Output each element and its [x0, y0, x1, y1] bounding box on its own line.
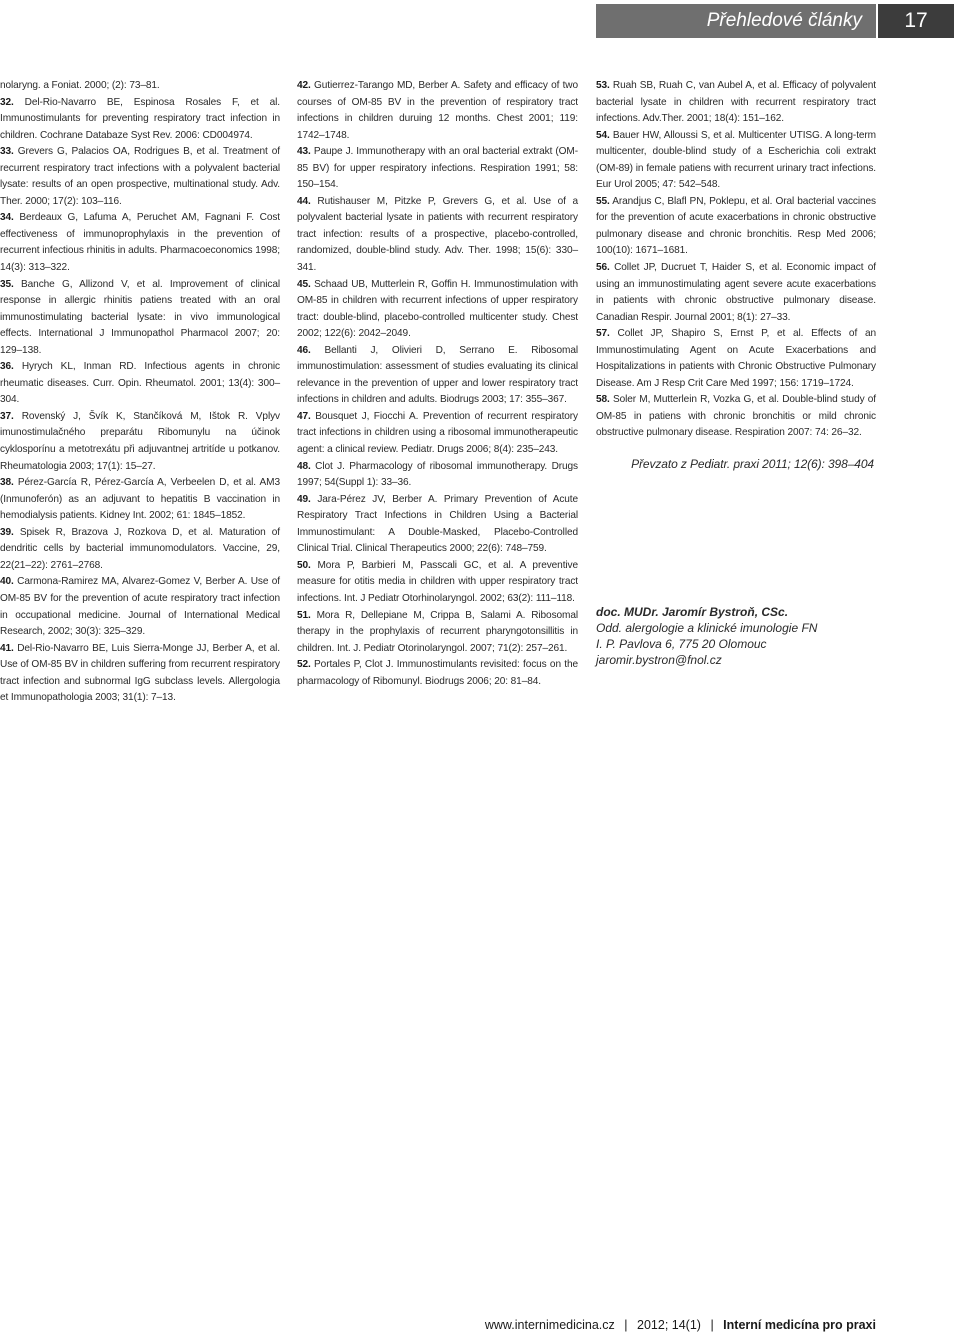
reference-item: [297, 194, 578, 277]
reference-item: [297, 492, 578, 558]
reference-item: [297, 608, 578, 658]
reference-item: [297, 409, 578, 459]
section-title: Přehledové články: [706, 10, 862, 31]
reference-number: 38.: [0, 477, 14, 489]
reference-item: [0, 574, 280, 640]
reference-number: 33.: [0, 146, 14, 158]
reference-text: Mora P, Barbieri M, Passcali GC, et al. A preventive measure for otitis media in children with upper respiratory tract infections. Int. J Pediatr Otorhinolaryngol. 2002; 63(2): 111–118.: [297, 559, 578, 604]
reference-number: 45.: [297, 278, 311, 290]
reference-item: [297, 343, 578, 409]
reference-number: 43.: [297, 146, 311, 158]
footer-journal: Interní medicína pro praxi: [723, 1318, 876, 1332]
reference-item: [0, 95, 280, 145]
reference-text: Rutishauser M, Pitzke P, Grevers G, et al. Use of a polyvalent bacterial lysate in patients with recurrent respiratory tract infection: results of a prospective, placebo-controlled, randomized, double-blind study. Adv. Ther. 1998; 15(6): 330–341.: [297, 195, 578, 274]
reference-text: Pérez-García R, Pérez-García A, Verbeelen D, et al. AM3 (Inmunoferón) as an adjuvant to hepatitis B vaccination in hemodialysis patients. Kidney Int. 2002; 61: 1845–1852.: [0, 477, 280, 522]
reference-text: Grevers G, Palacios OA, Rodrigues B, et al. Treatment of recurrent respiratory tract infections with a polyvalent bacterial lysate: results of an open prospective, multinational study. Adv. Ther. 2000; 17(2): 103–116.: [0, 146, 280, 207]
source-note: Převzato z Pediatr. praxi 2011; 12(6): 398–404: [631, 457, 874, 472]
reference-text: Portales P, Clot J. Immunostimulants revisited: focus on the pharmacology of Ribomunyl. Biodrugs 2006; 20: 81–84.: [297, 659, 578, 687]
reference-item: [596, 392, 876, 442]
reference-item: [596, 326, 876, 392]
reference-number: 53.: [596, 80, 610, 91]
reference-number: 42.: [297, 80, 311, 91]
reference-number: 52.: [297, 659, 311, 671]
reference-number: 47.: [297, 410, 311, 422]
reference-number: 39.: [0, 526, 14, 538]
reference-item: [596, 260, 876, 326]
reference-number: 54.: [596, 129, 610, 141]
reference-item: [0, 210, 280, 276]
reference-number: 34.: [0, 212, 14, 224]
reference-text: Mora R, Dellepiane M, Crippa B, Salami A. Ribosomal therapy in the prophylaxis of recurrent pharyngotonsillitis in children. Int. J. Pediatr Otorinolaryngol. 2007; 71(2): 257–261.: [297, 609, 578, 654]
reference-text: Arandjus C, Blafl PN, Poklepu, et al. Oral bacterial vaccines for the prevention of acute exacerbations in chronic obstructive pulmonary disease and chronic bronchitis. Resp Med 2006; 100(10): 1671–1681.: [596, 195, 876, 257]
author-department: Odd. alergologie a klinické imunologie FN: [596, 621, 818, 635]
reference-item: [297, 78, 578, 144]
reference-item: [0, 641, 280, 707]
reference-item: [596, 78, 876, 128]
reference-item: [0, 525, 280, 575]
author-email[interactable]: jaromir.bystron@fnol.cz: [596, 653, 722, 667]
reference-number: 58.: [596, 394, 610, 406]
reference-text: Hyrych KL, Inman RD. Infectious agents in chronic rheumatic diseases. Curr. Opin. Rheumatol. 2001; 13(4): 300–304.: [0, 361, 280, 406]
reference-text: Collet JP, Shapiro S, Ernst P, et al. Effects of an Immunostimulating Agent on Acute Exacerbations and Hospitalizations in patients with Chronic Obstructive Pulmonary Disease. Am J Resp Crit Care Med 1997; 156: 1719–1724.: [596, 328, 876, 389]
author-name: doc. MUDr. Jaromír Bystroň, CSc.: [596, 605, 789, 619]
footer-separator: |: [710, 1318, 714, 1332]
reference-text: Clot J. Pharmacology of ribosomal immunotherapy. Drugs 1997; 54(Suppl 1): 33–36.: [297, 460, 578, 489]
reference-item: [0, 277, 280, 360]
reference-text: Bellanti J, Olivieri D, Serrano E. Ribosomal immunostimulation: assessment of studies evaluating its clinical relevance in the prevention of upper and lower respiratory tract infections in children and adults. Biodrugs 2003; 17: 355–367.: [297, 344, 578, 406]
reference-item: [0, 359, 280, 409]
reference-number: 55.: [596, 195, 610, 207]
reference-item: [297, 144, 578, 194]
reference-text: Bousquet J, Fiocchi A. Prevention of recurrent respiratory tract infections in children using a ribosomal immunotherapeutic agent: a clinical review. Pediatr. Drugs 2006; 8(4): 235–243.: [297, 410, 578, 456]
reference-text: Del-Rio-Navarro BE, Luis Sierra-Monge JJ, Berber A, et al. Use of OM-85 BV in children suffering from recurrent respiratory tract infection and subnormal IgG subclass levels. Allergologia et Immunopathologia 2003; 31(1): 7–13.: [0, 642, 280, 704]
reference-column-1: [0, 78, 280, 707]
reference-column-2: [297, 78, 578, 690]
reference-text: Carmona-Ramirez MA, Alvarez-Gomez V, Berber A. Use of OM-85 BV for the prevention of acute respiratory tract infection in occupational medicine. Journal of International Medical Research, 2002; 30(3): 325–329.: [0, 576, 280, 638]
section-header-bar: [596, 4, 876, 38]
reference-text: Bauer HW, Alloussi S, et al. Multicenter UTISG. A long-term multicenter, double-blind study of a Escherichia coli extrakt (OM-89) in female patiens with recurrent urinary tract infections. Eur Urol 2005; 47: 542–548.: [596, 129, 876, 191]
reference-item: [297, 459, 578, 492]
reference-item: [0, 78, 280, 95]
footer-issue: 2012; 14(1): [637, 1318, 701, 1332]
reference-text: Ruah SB, Ruah C, van Aubel A, et al. Efficacy of polyvalent bacterial lysate in children with recurrent respiratory tract infections. Adv.Ther. 2001; 18(4): 151–162.: [596, 80, 876, 125]
reference-number: 41.: [0, 642, 14, 654]
reference-text: Berdeaux G, Lafuma A, Peruchet AM, Fagnani F. Cost effectiveness of immunoprophylaxis in the prevention of recurrent infectious rhinitis in adults. Pharmacoeconomics 1998; 14(3): 313–322.: [0, 212, 280, 274]
reference-number: 49.: [297, 493, 311, 505]
reference-text: Rovenský J, Švík K, Stančíková M, Ištok R. Vplyv imunostimulačného preparátu Ribomunylu na účinok cyklosporínu a metotrexátu při adjuvantnej artritíde u potkanov. Rheumatologia 2003; 17(1): 15–27.: [0, 410, 280, 472]
reference-number: 44.: [297, 195, 311, 207]
reference-number: 57.: [596, 328, 610, 340]
reference-text: Paupe J. Immunotherapy with an oral bacterial extrakt (OM-85 BV) for upper respiratory infections. Respiration 1991; 58: 150–154.: [297, 146, 578, 191]
reference-text: Banche G, Allizond V, et al. Improvement of clinical response in allergic rhinitis patiens treated with an oral immunostimulating bacterial lysate: in vivo immunological effects. International J Immunopathol Pharmacol 2007; 20: 129–138.: [0, 278, 280, 356]
reference-item: [0, 409, 280, 475]
footer-website[interactable]: www.internimedicina.cz: [484, 1318, 615, 1332]
reference-item: [297, 657, 578, 690]
reference-number: 51.: [297, 609, 311, 621]
footer-separator: |: [624, 1318, 628, 1332]
author-contact: [596, 604, 876, 668]
reference-number: 37.: [0, 410, 14, 422]
reference-number: 32.: [0, 96, 14, 108]
reference-text: nolaryng. a Foniat. 2000; (2): 73–81.: [0, 80, 160, 91]
reference-text: Gutierrez-Tarango MD, Berber A. Safety and efficacy of two courses of OM-85 BV in the prevention of respiratory tract infections in children duruing 12 months. Chest 2001; 119: 1742–1748.: [297, 80, 578, 141]
reference-number: 56.: [596, 262, 610, 274]
reference-text: Schaad UB, Mutterlein R, Goffin H. Immunostimulation with OM-85 in children with recurrent infections of upper respiratory tract: double-blind, placebo-controlled multicenter study. Chest 2002; 122(6): 2042–2049.: [297, 278, 578, 340]
reference-item: [297, 558, 578, 608]
reference-item: [0, 144, 280, 210]
reference-item: [596, 194, 876, 260]
reference-number: 35.: [0, 278, 14, 290]
reference-text: Soler M, Mutterlein R, Vozka G, et al. Double-blind study of OM-85 in patiens with chronic bronchitis or mild chronic obstructive pulmonary disease. Respiration 2007: 74: 26–32.: [596, 394, 876, 439]
page-footer: [462, 1318, 876, 1332]
page-number: 17: [878, 4, 954, 38]
reference-number: 40.: [0, 576, 14, 588]
reference-item: [596, 128, 876, 194]
reference-item: [0, 475, 280, 525]
reference-column-3: [596, 78, 876, 473]
reference-text: Jara-Pérez JV, Berber A. Primary Prevention of Acute Respiratory Tract Infections in Children Using a Bacterial Immunostimulant: A Double-Masked, Placebo-Controlled Clinical Trial. Clinical Therapeutics 2000; 22(6): 748–759.: [297, 493, 578, 555]
reference-item: [297, 277, 578, 343]
reference-number: 50.: [297, 559, 311, 571]
author-address: I. P. Pavlova 6, 775 20 Olomouc: [596, 637, 767, 651]
reference-text: Spisek R, Brazova J, Rozkova D, et al. Maturation of dendritic cells by bacterial immunomodulators. Vaccine, 29, 22(21–22): 2761–2768.: [0, 526, 280, 571]
reference-text: Collet JP, Ducruet T, Haider S, et al. Economic impact of using an immunostimulating agent severe acute exacerbations in patients with chronic obstructive pulmonary disease. Canadian Respir. Journal 2001; 8(1): 27–33.: [596, 262, 876, 323]
reference-text: Del-Rio-Navarro BE, Espinosa Rosales F, et al. Immunostimulants for preventing respiratory tract infection in children. Cochrane Databaze Syst Rev. 2006: CD004974.: [0, 96, 280, 141]
reference-number: 48.: [297, 460, 311, 472]
reference-number: 46.: [297, 344, 311, 356]
reference-number: 36.: [0, 361, 14, 373]
